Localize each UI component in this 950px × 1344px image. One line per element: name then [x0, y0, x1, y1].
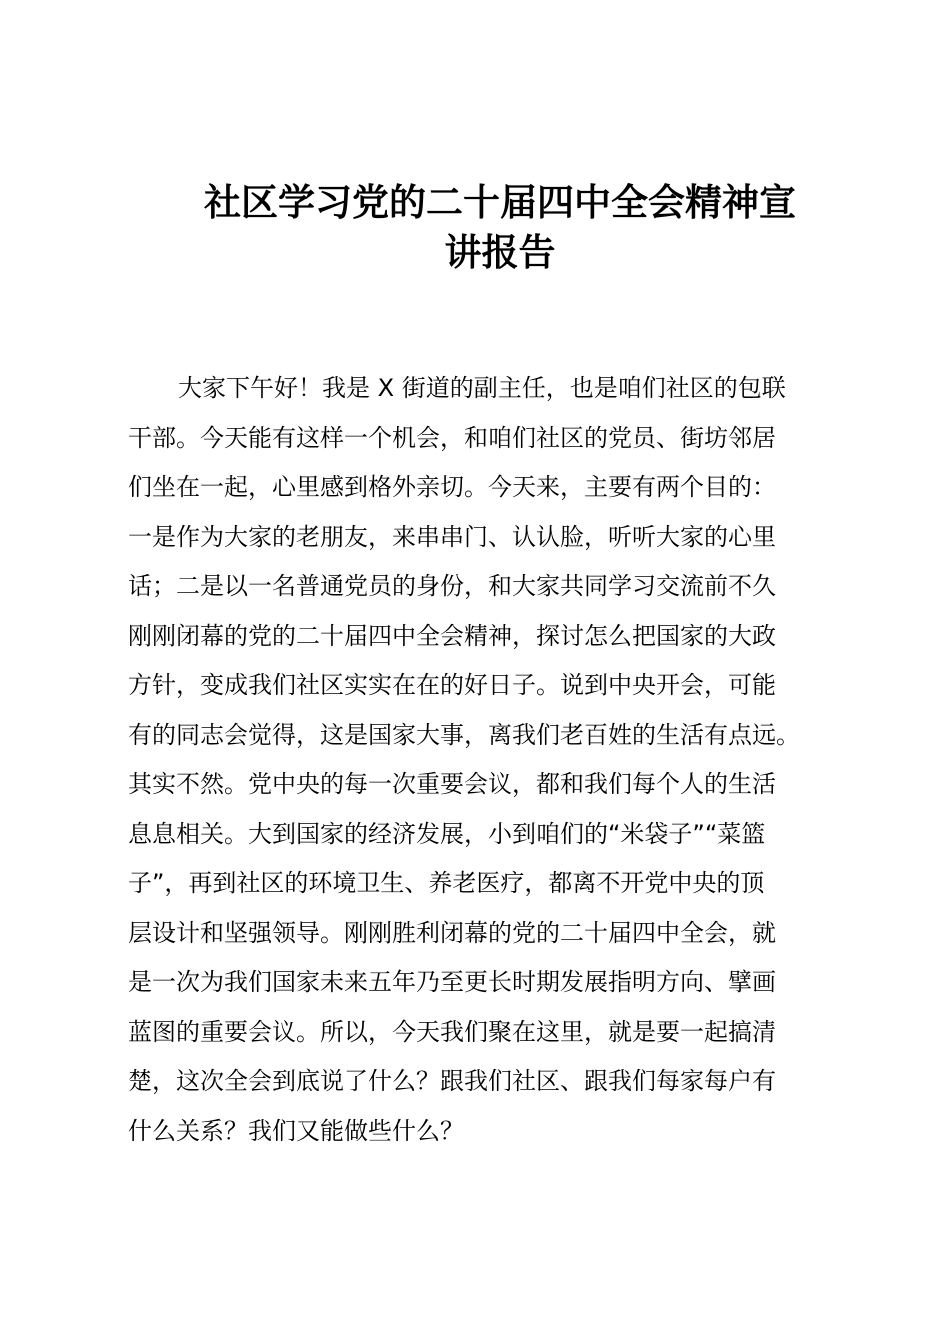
paragraph-line: 一是作为大家的老朋友，来串串门、认认脸，听听大家的心里 — [128, 522, 776, 551]
paragraph-line: 什么关系？我们又能做些什么？ — [128, 1116, 464, 1145]
paragraph-line: 蓝图的重要会议。所以，今天我们聚在这里，就是要一起搞清 — [128, 1017, 776, 1046]
paragraph-line: 们坐在一起，心里感到格外亲切。今天来，主要有两个目的： — [128, 473, 776, 501]
paragraph-line: 其实不然。党中央的每一次重要会议，都和我们每个人的生活 — [128, 770, 776, 798]
paragraph-line: 层设计和坚强领导。刚刚胜利闭幕的党的二十届四中全会，就 — [128, 918, 776, 947]
paragraph-line: 大家下午好！我是 X 街道的副主任，也是咱们社区的包联 — [178, 374, 786, 402]
paragraph-line: 方针，变成我们社区实实在在的好日子。说到中央开会，可能 — [128, 671, 776, 699]
paragraph-line: 有的同志会觉得，这是国家大事，离我们老百姓的生活有点远。 — [128, 720, 800, 749]
paragraph-line: 是一次为我们国家未来五年乃至更长时期发展指明方向、擘画 — [128, 968, 776, 996]
paragraph-line: 子”，再到社区的环境卫生、养老医疗，都离不开党中央的顶 — [128, 869, 765, 897]
document-body-paragraph — [128, 364, 828, 1156]
paragraph-line: 话；二是以一名普通党员的身份，和大家共同学习交流前不久 — [128, 572, 776, 600]
paragraph-line: 楚，这次全会到底说了什么？跟我们社区、跟我们每家每户有 — [128, 1067, 776, 1095]
paragraph-line: 息息相关。大到国家的经济发展，小到咱们的“米袋子”“菜篮 — [128, 819, 766, 848]
document-title-line-2: 讲报告 — [444, 230, 556, 274]
paragraph-line: 刚刚闭幕的党的二十届四中全会精神，探讨怎么把国家的大政 — [128, 621, 776, 650]
paragraph-line: 干部。今天能有这样一个机会，和咱们社区的党员、街坊邻居 — [128, 423, 776, 452]
document-title-line-1: 社区学习党的二十届四中全会精神宣 — [204, 180, 796, 224]
